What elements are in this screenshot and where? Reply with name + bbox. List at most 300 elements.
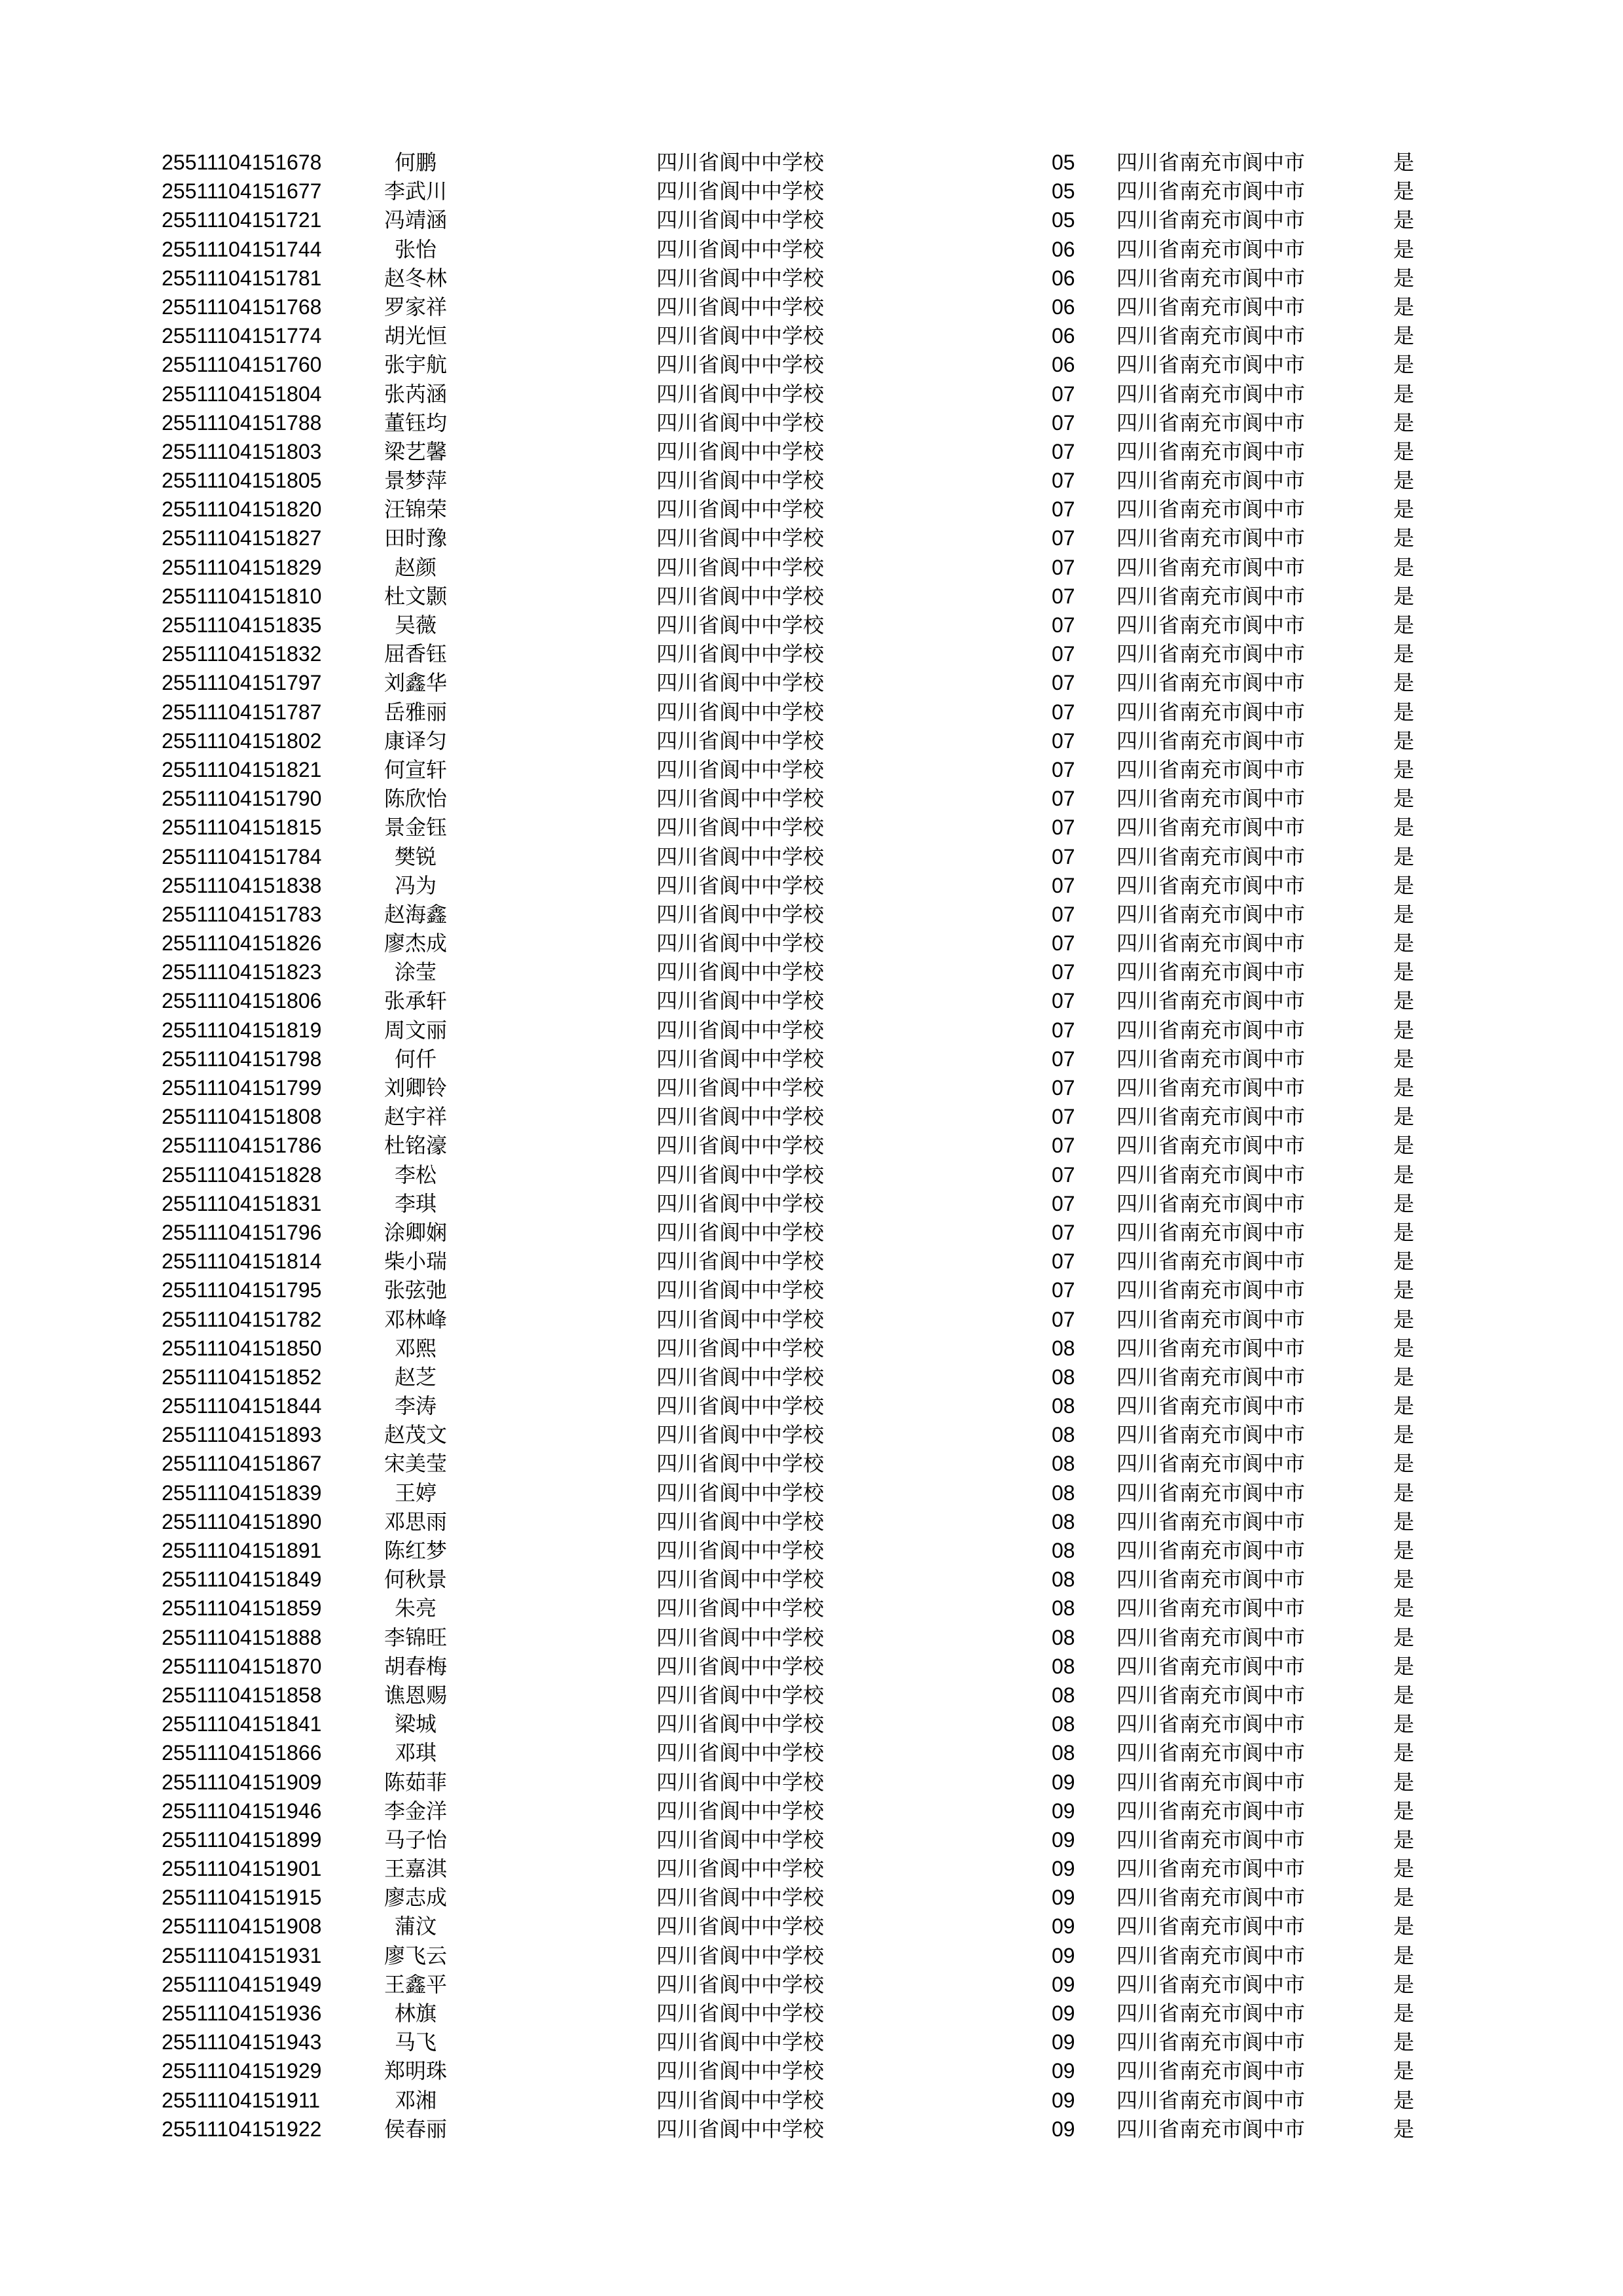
candidate-id: 25511104151931 (162, 1943, 322, 1967)
student-name: 李松 (394, 1162, 437, 1187)
student-name: 张弦弛 (383, 1278, 447, 1303)
student-name: 邓湘 (394, 2087, 437, 2113)
table-row (0, 1883, 1623, 1912)
student-name: 马飞 (394, 2030, 437, 2055)
status-flag: 是 (1393, 1104, 1415, 1130)
student-name: 张承轩 (383, 988, 447, 1014)
class-code: 08 (1052, 1423, 1075, 1447)
table-row (0, 1420, 1623, 1449)
class-code: 07 (1052, 700, 1075, 724)
student-name: 赵茂文 (383, 1422, 447, 1448)
table-row (0, 1854, 1623, 1883)
student-name: 邓熙 (394, 1335, 437, 1361)
candidate-id: 25511104151819 (162, 1018, 322, 1042)
student-name: 田时豫 (383, 526, 447, 551)
table-row (0, 698, 1623, 726)
table-row (0, 871, 1623, 900)
class-code: 08 (1052, 1336, 1075, 1360)
candidate-id: 25511104151768 (162, 295, 322, 319)
student-list (0, 148, 1623, 2144)
school-name: 四川省阆中中学校 (656, 1306, 825, 1332)
region: 四川省南充市阆中市 (1116, 1393, 1306, 1419)
region: 四川省南充市阆中市 (1116, 613, 1306, 637)
student-name: 林旗 (394, 2001, 437, 2026)
table-row (0, 1276, 1623, 1304)
class-code: 09 (1052, 2059, 1075, 2083)
table-row (0, 1305, 1623, 1334)
candidate-id: 25511104151787 (162, 700, 322, 724)
region: 四川省南充市阆中市 (1116, 323, 1306, 349)
table-row (0, 1045, 1623, 1073)
school-name: 四川省阆中中学校 (656, 1249, 825, 1274)
class-code: 07 (1052, 1047, 1075, 1071)
region: 四川省南充市阆中市 (1116, 1133, 1306, 1158)
class-code: 08 (1052, 1741, 1075, 1765)
student-name: 樊锐 (394, 844, 437, 869)
candidate-id: 25511104151829 (162, 555, 322, 579)
region: 四川省南充市阆中市 (1116, 1653, 1306, 1679)
status-flag: 是 (1393, 265, 1415, 291)
class-code: 07 (1052, 1105, 1075, 1129)
candidate-id: 25511104151949 (162, 1972, 322, 1996)
region: 四川省南充市阆中市 (1116, 497, 1306, 522)
school-name: 四川省阆中中学校 (656, 844, 825, 869)
class-code: 08 (1052, 1480, 1075, 1505)
table-row (0, 1623, 1623, 1652)
table-row (0, 1825, 1623, 1854)
status-flag: 是 (1393, 1971, 1415, 1997)
school-name: 四川省阆中中学校 (656, 1971, 825, 1997)
student-name: 张怡 (394, 236, 437, 262)
school-name: 四川省阆中中学校 (656, 901, 825, 927)
candidate-id: 25511104151915 (162, 1886, 322, 1910)
status-flag: 是 (1393, 554, 1415, 580)
school-name: 四川省阆中中学校 (656, 497, 825, 522)
school-name: 四川省阆中中学校 (656, 1712, 825, 1737)
class-code: 09 (1052, 2088, 1075, 2112)
table-row (0, 1479, 1623, 1507)
student-name: 宋美莹 (383, 1451, 447, 1477)
table-row (0, 235, 1623, 264)
candidate-id: 25511104151852 (162, 1365, 322, 1389)
class-code: 08 (1052, 1509, 1075, 1534)
status-flag: 是 (1393, 1914, 1415, 1939)
school-name: 四川省阆中中学校 (656, 2116, 825, 2142)
region: 四川省南充市阆中市 (1116, 901, 1306, 927)
class-code: 05 (1052, 179, 1075, 204)
candidate-id: 25511104151795 (162, 1278, 322, 1302)
status-flag: 是 (1393, 670, 1415, 696)
candidate-id: 25511104151908 (162, 1914, 322, 1939)
table-row (0, 524, 1623, 552)
candidate-id: 25511104151911 (162, 2088, 321, 2112)
status-flag: 是 (1393, 1249, 1415, 1274)
status-flag: 是 (1393, 179, 1415, 204)
class-code: 08 (1052, 1683, 1075, 1707)
status-flag: 是 (1393, 901, 1415, 927)
school-name: 四川省阆中中学校 (656, 1798, 825, 1823)
student-name: 景梦萍 (383, 468, 447, 493)
school-name: 四川省阆中中学校 (656, 1856, 825, 1882)
student-name: 吴薇 (394, 613, 437, 637)
table-row (0, 2086, 1623, 2115)
status-flag: 是 (1393, 497, 1415, 522)
student-name: 李琪 (394, 1191, 437, 1216)
class-code: 06 (1052, 295, 1075, 319)
school-name: 四川省阆中中学校 (656, 1943, 825, 1968)
class-code: 07 (1052, 1162, 1075, 1187)
student-name: 廖杰成 (383, 931, 447, 956)
region: 四川省南充市阆中市 (1116, 1075, 1306, 1100)
student-name: 李锦旺 (383, 1624, 447, 1650)
class-code: 07 (1052, 787, 1075, 811)
region: 四川省南充市阆中市 (1116, 1249, 1306, 1274)
table-row (0, 380, 1623, 408)
region: 四川省南充市阆中市 (1116, 1191, 1306, 1216)
candidate-id: 25511104151899 (162, 1827, 322, 1852)
student-name: 赵颜 (394, 554, 437, 580)
region: 四川省南充市阆中市 (1116, 1567, 1306, 1592)
student-name: 李武川 (383, 179, 447, 204)
table-row (0, 986, 1623, 1015)
school-name: 四川省阆中中学校 (656, 1538, 825, 1563)
table-row (0, 1507, 1623, 1536)
table-row (0, 408, 1623, 437)
region: 四川省南充市阆中市 (1116, 1624, 1306, 1650)
class-code: 09 (1052, 1799, 1075, 1823)
school-name: 四川省阆中中学校 (656, 613, 825, 637)
table-row (0, 1131, 1623, 1160)
class-code: 07 (1052, 671, 1075, 695)
table-row (0, 1594, 1623, 1623)
student-name: 柴小瑞 (383, 1249, 447, 1274)
candidate-id: 25511104151835 (162, 613, 322, 637)
class-code: 07 (1052, 642, 1075, 666)
status-flag: 是 (1393, 207, 1415, 233)
region: 四川省南充市阆中市 (1116, 1856, 1306, 1882)
candidate-id: 25511104151866 (162, 1741, 322, 1765)
school-name: 四川省阆中中学校 (656, 728, 825, 753)
class-code: 07 (1052, 844, 1075, 869)
region: 四川省南充市阆中市 (1116, 1364, 1306, 1390)
region: 四川省南充市阆中市 (1116, 381, 1306, 406)
student-name: 侯春丽 (383, 2116, 447, 2142)
class-code: 08 (1052, 1596, 1075, 1621)
table-row (0, 1073, 1623, 1102)
candidate-id: 25511104151784 (162, 844, 322, 869)
class-code: 07 (1052, 439, 1075, 463)
candidate-id: 25511104151788 (162, 410, 322, 435)
class-code: 07 (1052, 1191, 1075, 1215)
class-code: 08 (1052, 1365, 1075, 1389)
school-name: 四川省阆中中学校 (656, 960, 825, 985)
status-flag: 是 (1393, 583, 1415, 609)
student-name: 胡光恒 (383, 323, 447, 349)
student-name: 李涛 (394, 1393, 437, 1419)
region: 四川省南充市阆中市 (1116, 554, 1306, 580)
school-name: 四川省阆中中学校 (656, 1769, 825, 1795)
school-name: 四川省阆中中学校 (656, 1682, 825, 1708)
school-name: 四川省阆中中学校 (656, 381, 825, 406)
status-flag: 是 (1393, 844, 1415, 869)
school-name: 四川省阆中中学校 (656, 583, 825, 609)
candidate-id: 25511104151760 (162, 353, 322, 377)
student-name: 廖志成 (383, 1885, 447, 1910)
table-row (0, 1449, 1623, 1478)
region: 四川省南充市阆中市 (1116, 265, 1306, 291)
region: 四川省南充市阆中市 (1116, 1335, 1306, 1361)
table-row (0, 755, 1623, 784)
school-name: 四川省阆中中学校 (656, 1162, 825, 1187)
candidate-id: 25511104151790 (162, 787, 322, 811)
region: 四川省南充市阆中市 (1116, 960, 1306, 985)
student-name: 陈红梦 (383, 1538, 447, 1563)
region: 四川省南充市阆中市 (1116, 179, 1306, 204)
candidate-id: 25511104151820 (162, 497, 322, 522)
table-row (0, 148, 1623, 177)
school-name: 四川省阆中中学校 (656, 1653, 825, 1679)
school-name: 四川省阆中中学校 (656, 872, 825, 898)
status-flag: 是 (1393, 1278, 1415, 1303)
table-row (0, 1681, 1623, 1710)
class-code: 08 (1052, 1568, 1075, 1592)
student-name: 杜铭濠 (383, 1133, 447, 1158)
region: 四川省南充市阆中市 (1116, 1306, 1306, 1332)
region: 四川省南充市阆中市 (1116, 872, 1306, 898)
candidate-id: 25511104151859 (162, 1596, 322, 1621)
region: 四川省南充市阆中市 (1116, 1943, 1306, 1968)
class-code: 09 (1052, 2117, 1075, 2141)
table-row (0, 668, 1623, 697)
candidate-id: 25511104151831 (162, 1191, 322, 1215)
status-flag: 是 (1393, 1335, 1415, 1361)
region: 四川省南充市阆中市 (1116, 150, 1306, 175)
table-row (0, 177, 1623, 206)
school-name: 四川省阆中中学校 (656, 641, 825, 667)
candidate-id: 25511104151839 (162, 1480, 322, 1505)
school-name: 四川省阆中中学校 (656, 670, 825, 696)
candidate-id: 25511104151909 (162, 1770, 322, 1794)
student-name: 张宇航 (383, 352, 447, 378)
candidate-id: 25511104151943 (162, 2030, 322, 2054)
school-name: 四川省阆中中学校 (656, 179, 825, 204)
student-name: 郑明珠 (383, 2058, 447, 2084)
class-code: 09 (1052, 1914, 1075, 1939)
status-flag: 是 (1393, 1712, 1415, 1737)
table-row (0, 900, 1623, 929)
table-row (0, 1218, 1623, 1247)
candidate-id: 25511104151849 (162, 1568, 322, 1592)
table-row (0, 2028, 1623, 2056)
candidate-id: 25511104151796 (162, 1220, 322, 1244)
region: 四川省南充市阆中市 (1116, 1769, 1306, 1795)
region: 四川省南充市阆中市 (1116, 1509, 1306, 1534)
class-code: 07 (1052, 584, 1075, 608)
candidate-id: 25511104151891 (162, 1539, 322, 1562)
table-row (0, 1797, 1623, 1825)
school-name: 四川省阆中中学校 (656, 207, 825, 233)
region: 四川省南充市阆中市 (1116, 641, 1306, 667)
status-flag: 是 (1393, 352, 1415, 378)
student-name: 王嘉淇 (383, 1856, 447, 1882)
region: 四川省南充市阆中市 (1116, 1451, 1306, 1477)
class-code: 07 (1052, 902, 1075, 926)
school-name: 四川省阆中中学校 (656, 323, 825, 349)
region: 四川省南充市阆中市 (1116, 1219, 1306, 1245)
student-name: 董钰均 (383, 410, 447, 435)
candidate-id: 25511104151782 (162, 1307, 322, 1331)
class-code: 06 (1052, 266, 1075, 290)
table-row (0, 206, 1623, 234)
student-name: 刘卿铃 (383, 1075, 447, 1100)
school-name: 四川省阆中中学校 (656, 1133, 825, 1158)
candidate-id: 25511104151888 (162, 1625, 322, 1649)
region: 四川省南充市阆中市 (1116, 1017, 1306, 1043)
table-row (0, 611, 1623, 639)
class-code: 09 (1052, 1857, 1075, 1881)
table-row (0, 929, 1623, 958)
student-name: 赵芝 (394, 1364, 437, 1390)
status-flag: 是 (1393, 1943, 1415, 1968)
table-row (0, 1189, 1623, 1218)
status-flag: 是 (1393, 236, 1415, 262)
class-code: 07 (1052, 931, 1075, 956)
region: 四川省南充市阆中市 (1116, 844, 1306, 869)
student-name: 刘鑫华 (383, 670, 447, 696)
school-name: 四川省阆中中学校 (656, 2001, 825, 2026)
school-name: 四川省阆中中学校 (656, 1335, 825, 1361)
candidate-id: 25511104151803 (162, 439, 322, 463)
table-row (0, 1652, 1623, 1681)
region: 四川省南充市阆中市 (1116, 1162, 1306, 1187)
student-name: 康译匀 (383, 728, 447, 753)
region: 四川省南充市阆中市 (1116, 1914, 1306, 1939)
class-code: 07 (1052, 757, 1075, 781)
student-name: 何仟 (394, 1046, 437, 1071)
status-flag: 是 (1393, 1624, 1415, 1650)
status-flag: 是 (1393, 439, 1415, 464)
table-row (0, 1160, 1623, 1189)
candidate-id: 25511104151870 (162, 1654, 322, 1678)
table-row (0, 1247, 1623, 1276)
student-name: 陈茹菲 (383, 1769, 447, 1795)
student-name: 涂莹 (394, 960, 437, 985)
candidate-id: 25511104151774 (162, 324, 322, 348)
school-name: 四川省阆中中学校 (656, 1885, 825, 1910)
class-code: 07 (1052, 873, 1075, 897)
region: 四川省南充市阆中市 (1116, 2001, 1306, 2026)
candidate-id: 25511104151823 (162, 960, 322, 984)
class-code: 06 (1052, 237, 1075, 261)
region: 四川省南充市阆中市 (1116, 1480, 1306, 1505)
class-code: 05 (1052, 151, 1075, 174)
school-name: 四川省阆中中学校 (656, 757, 825, 782)
school-name: 四川省阆中中学校 (656, 526, 825, 551)
table-row (0, 784, 1623, 813)
candidate-id: 25511104151841 (162, 1712, 322, 1736)
region: 四川省南充市阆中市 (1116, 988, 1306, 1014)
class-code: 08 (1052, 1539, 1075, 1562)
status-flag: 是 (1393, 1509, 1415, 1534)
table-row (0, 842, 1623, 871)
student-name: 邓思雨 (383, 1509, 447, 1534)
region: 四川省南充市阆中市 (1116, 236, 1306, 262)
candidate-id: 25511104151922 (162, 2117, 322, 2141)
class-code: 08 (1052, 1452, 1075, 1476)
region: 四川省南充市阆中市 (1116, 1885, 1306, 1910)
student-name: 谯恩赐 (383, 1682, 447, 1708)
status-flag: 是 (1393, 641, 1415, 667)
class-code: 09 (1052, 1886, 1075, 1910)
region: 四川省南充市阆中市 (1116, 1827, 1306, 1852)
status-flag: 是 (1393, 1393, 1415, 1419)
status-flag: 是 (1393, 1133, 1415, 1158)
class-code: 09 (1052, 1770, 1075, 1794)
table-row (0, 1016, 1623, 1045)
school-name: 四川省阆中中学校 (656, 1740, 825, 1766)
status-flag: 是 (1393, 786, 1415, 812)
candidate-id: 25511104151783 (162, 902, 322, 926)
region: 四川省南充市阆中市 (1116, 670, 1306, 696)
school-name: 四川省阆中中学校 (656, 1191, 825, 1216)
class-code: 05 (1052, 208, 1075, 232)
school-name: 四川省阆中中学校 (656, 265, 825, 291)
school-name: 四川省阆中中学校 (656, 1624, 825, 1650)
candidate-id: 25511104151814 (162, 1249, 322, 1274)
status-flag: 是 (1393, 468, 1415, 493)
table-row (0, 639, 1623, 668)
region: 四川省南充市阆中市 (1116, 786, 1306, 812)
school-name: 四川省阆中中学校 (656, 352, 825, 378)
region: 四川省南充市阆中市 (1116, 526, 1306, 551)
school-name: 四川省阆中中学校 (656, 554, 825, 580)
table-row (0, 1710, 1623, 1738)
class-code: 09 (1052, 1827, 1075, 1852)
table-row (0, 495, 1623, 524)
table-row (0, 813, 1623, 842)
candidate-id: 25511104151808 (162, 1105, 322, 1129)
region: 四川省南充市阆中市 (1116, 1596, 1306, 1621)
status-flag: 是 (1393, 150, 1415, 175)
status-flag: 是 (1393, 1856, 1415, 1882)
table-row (0, 1912, 1623, 1941)
school-name: 四川省阆中中学校 (656, 2030, 825, 2055)
student-name: 何秋景 (383, 1567, 447, 1592)
status-flag: 是 (1393, 1017, 1415, 1043)
candidate-id: 25511104151804 (162, 382, 322, 406)
region: 四川省南充市阆中市 (1116, 1740, 1306, 1766)
status-flag: 是 (1393, 1191, 1415, 1216)
candidate-id: 25511104151890 (162, 1509, 322, 1534)
class-code: 08 (1052, 1394, 1075, 1418)
candidate-id: 25511104151936 (162, 2001, 322, 2025)
candidate-id: 25511104151850 (162, 1336, 322, 1360)
candidate-id: 25511104151867 (162, 1452, 322, 1476)
region: 四川省南充市阆中市 (1116, 2058, 1306, 2084)
table-row (0, 582, 1623, 611)
class-code: 07 (1052, 555, 1075, 579)
class-code: 07 (1052, 1134, 1075, 1158)
class-code: 07 (1052, 410, 1075, 435)
region: 四川省南充市阆中市 (1116, 583, 1306, 609)
student-name: 冯靖涵 (383, 207, 447, 233)
school-name: 四川省阆中中学校 (656, 1017, 825, 1043)
candidate-id: 25511104151678 (162, 151, 322, 174)
class-code: 06 (1052, 353, 1075, 377)
status-flag: 是 (1393, 323, 1415, 349)
region: 四川省南充市阆中市 (1116, 1798, 1306, 1823)
region: 四川省南充市阆中市 (1116, 1046, 1306, 1071)
